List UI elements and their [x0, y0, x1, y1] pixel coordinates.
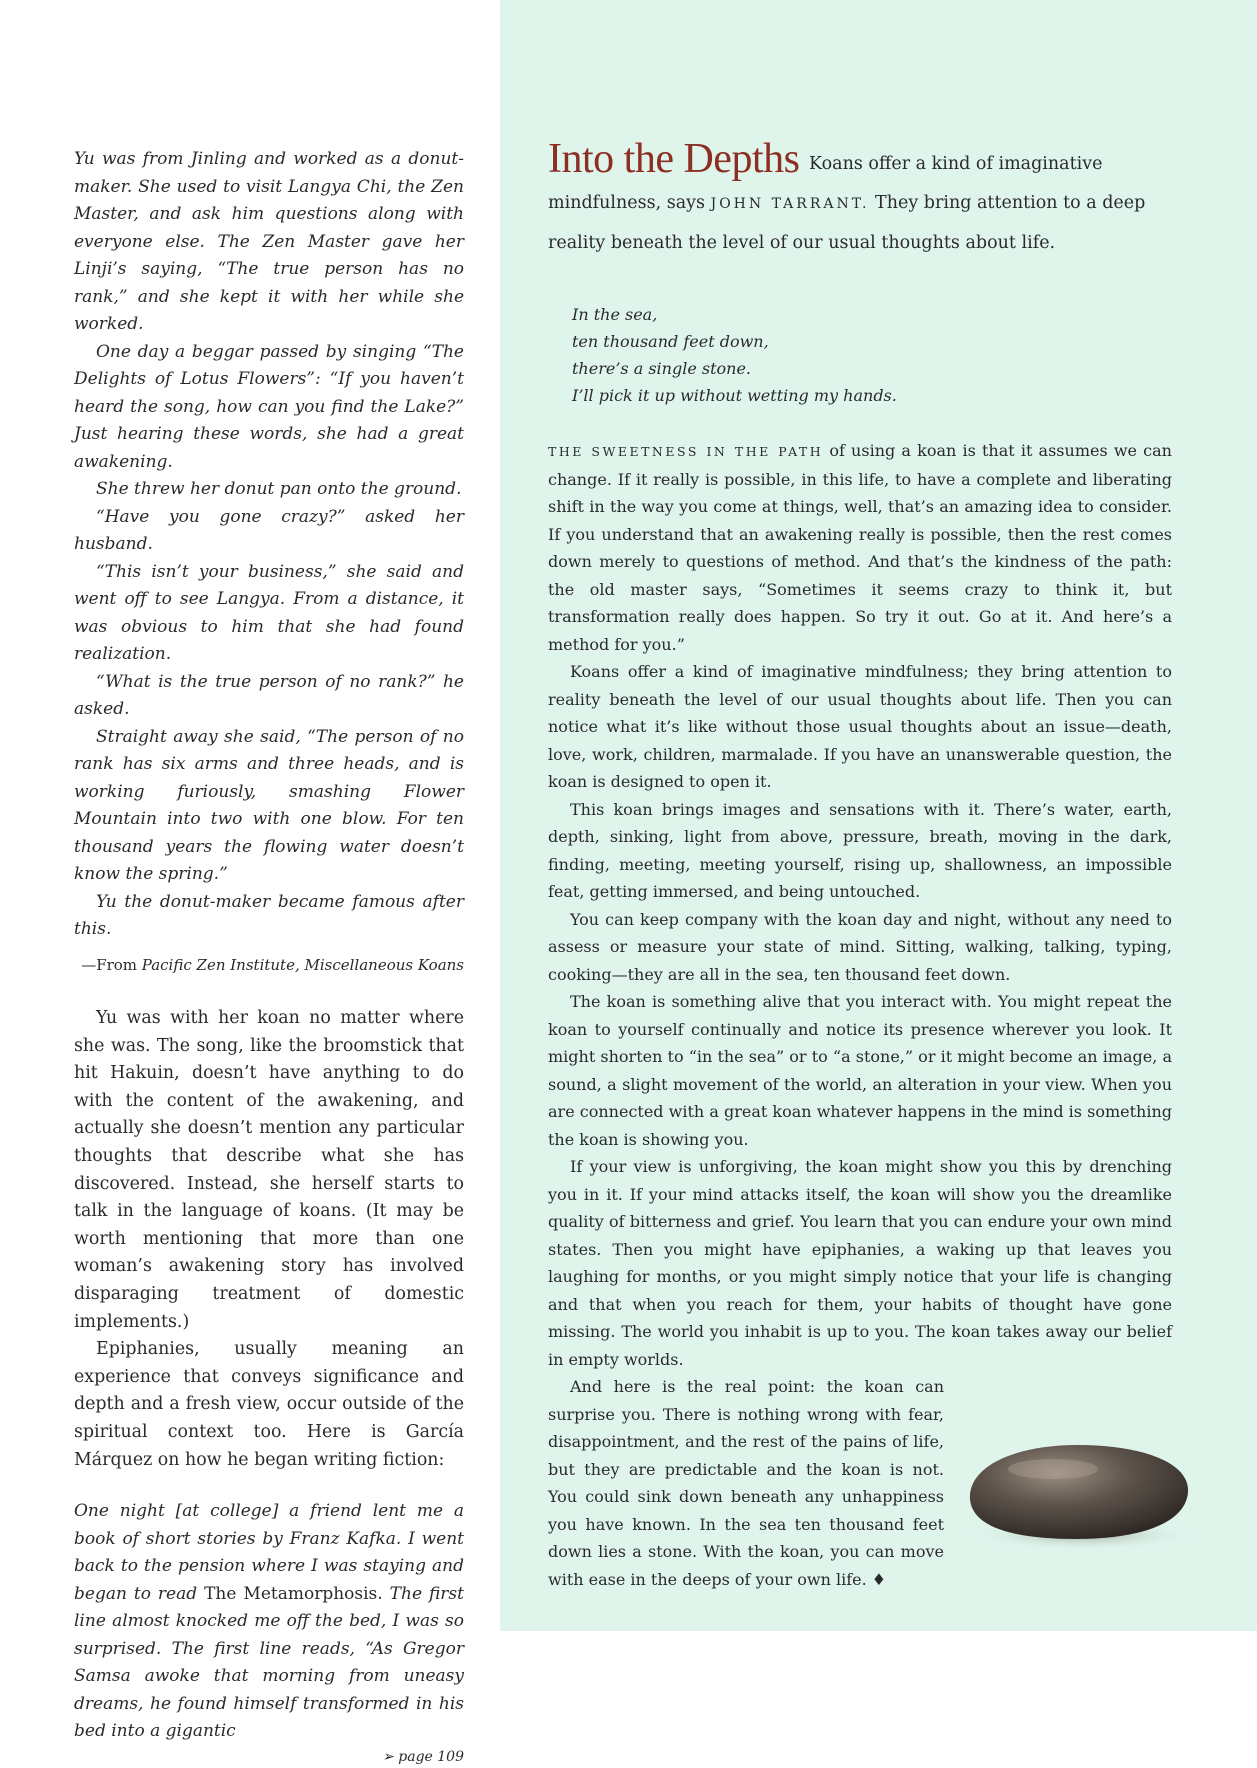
koan-story-paragraph: Yu was from Jinling and worked as a donut-maker. She used to visit Langya Chi, the Zen Master, and ask him questions along with everyone else. The Zen Master gave her Linji’s saying, “The true person has no rank,” and she kept it with her while she worked. [74, 149, 464, 334]
koan-story-paragraph: Straight away she said, “The person of no rank has six arms and three heads, and is working furiously, smashing Flower Mountain into two with one blow. For ten thousand years the flowing water doesn’t know the spring.” [74, 726, 464, 884]
attribution-source: Pacific Zen Institute, Miscellaneous Koans [141, 955, 464, 974]
attribution: —From Pacific Zen Institute, Miscellaneous Koans [81, 955, 464, 974]
stone-image [958, 1437, 1198, 1552]
koan-story-paragraph: “This isn’t your business,” she said and went off to see Langya. From a distance, it was obvious to him that she had found realization. [74, 561, 464, 664]
left-column [74, 146, 464, 1768]
continued-page-link[interactable]: ➢ page 109 [382, 1748, 464, 1765]
body-paragraph: This koan brings images and sensations with it. There’s water, earth, depth, sinking, light from above, pressure, breath, moving in the dark, finding, meeting, meeting yourself, rising up, shallowness, an impossible feat, getting immersed, and being untouched. [548, 799, 1172, 901]
koan-story-paragraph: “Have you gone crazy?” asked her husband. [74, 506, 464, 554]
koan-story-paragraph: She threw her donut pan onto the ground. [96, 479, 462, 499]
headline: Into the Depths Koans offer a kind of imaginative mindfulness, says JOHN TARRANT. They bring attention to a deep reality beneath the level of our usual thoughts about life. [548, 136, 1146, 253]
book-title: The Metamorphosis. [204, 1583, 383, 1604]
author-name: JOHN TARRANT. [710, 196, 870, 212]
body-paragraph: Koans offer a kind of imaginative mindfulness; they bring attention to reality beneath the level of our usual thoughts about life. Then you can notice what it’s like without those usual thoughts about an issue—death, love, work, children, marmalade. If you have an unanswerable question, the koan is designed to open it. [548, 662, 1172, 791]
body-paragraph: And here is the real point: the koan can surprise you. There is nothing wrong with fear, disappointment, and the rest of the pains of life, but they are predictable and the koan is not. You could sink down beneath any unhappiness you have known. In the sea ten thousand feet down lies a stone. With the koan, you can move with ease in the deeps of your own life. ♦ [548, 1377, 944, 1589]
koan-story-paragraph: One day a beggar passed by singing “The Delights of Lotus Flowers”: “If you haven’t heard the song, how can you find the Lake?” Just hearing these words, she had a great awakening. [74, 341, 464, 472]
body-paragraph: You can keep company with the koan day and night, without any need to assess or measure your state of mind. Sitting, walking, talking, typing, cooking—they are all in the sea, ten thousand feet down. [548, 909, 1172, 984]
body-paragraph: Epiphanies, usually meaning an experience that conveys significance and depth and a fresh view, occur outside of the spiritual context too. Here is García Márquez on how he began writing fiction: [74, 1339, 464, 1470]
poem-line: I’ll pick it up without wetting my hands. [572, 386, 897, 405]
poem-line: ten thousand feet down, [572, 332, 769, 351]
koan-story-paragraph: Yu the donut-maker became famous after this. [74, 891, 464, 939]
sidebar-panel [500, 0, 1257, 1631]
poem-line: there’s a single stone. [572, 359, 752, 378]
body-paragraph: THE SWEETNESS IN THE PATH of using a koan is that it assumes we can change. If it really is possible, in this life, to have a complete and liberating shift in the way you come at things, well, that’s an amazing idea to consider. If you understand that an awakening really is possible, then the rest comes down merely to questions of method. And that’s the kindness of the path: the old master says, “Sometimes it seems crazy to think it, but transformation really does happen. So try it out. Go at it. And here’s a method for you.” [548, 441, 1172, 654]
article-title: Into the Depths [548, 136, 800, 182]
koan-story-paragraph: “What is the true person of no rank?” he asked. [74, 671, 464, 719]
marquez-quote: One night [at college] a friend lent me a book of short stories by Franz Kafka. I went back to the pension where I was staying and began to read The Metamorphosis. The first line almost knocked me off the bed, I was so surprised. The first line reads, “As Gregor Samsa awoke that morning from uneasy dreams, he found himself transformed in his bed into a gigantic [74, 1501, 464, 1742]
poem-line: In the sea, [572, 305, 658, 324]
body-paragraph: Yu was with her koan no matter where she was. The song, like the broomstick that hit Hakuin, doesn’t have anything to do with the content of the awakening, and actually she doesn’t mention any particular thoughts that describe what she has discovered. Instead, she herself starts to talk in the language of koans. (It may be worth mentioning that more than one woman’s awakening story has involved disparaging treatment of domestic implements.) [74, 1008, 464, 1332]
lead-in: THE SWEETNESS IN THE PATH [548, 444, 824, 459]
body-paragraph: If your view is unforgiving, the koan might show you this by drenching you in it. If your mind attacks itself, the koan will show you the dreamlike quality of bitterness and grief. You learn that you can endure your own mind states. Then you might have epiphanies, a waking up that leaves you laughing for months, or you might simply notice that your life is changing and that when you reach for them, your habits of thought have gone missing. The world you inhabit is up to you. The koan takes away our belief in empty worlds. [548, 1157, 1172, 1369]
article-body [548, 437, 1172, 1593]
panel-content [548, 136, 1172, 1593]
koan-poem [572, 301, 1172, 409]
body-paragraph: The koan is something alive that you interact with. You might repeat the koan to yourself continually and notice its presence wherever you look. It might shorten to “in the sea” or to “a stone,” or it might become an image, a sound, a slight movement of the world, an alteration in your view. When you are connected with a great koan whatever happens in the mind is something the koan is showing you. [548, 992, 1172, 1149]
